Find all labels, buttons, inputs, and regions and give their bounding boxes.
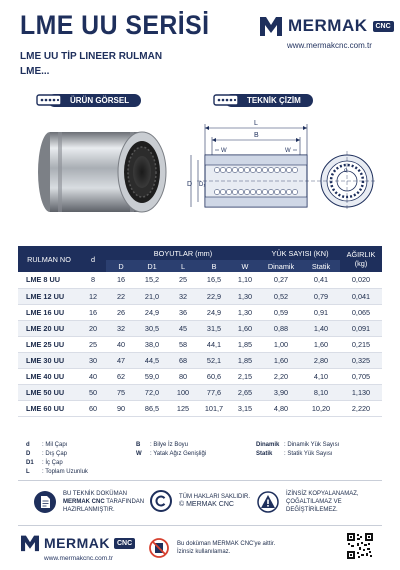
table-cell: 0,041 bbox=[340, 288, 382, 304]
legend-value: : İç Çap bbox=[42, 460, 63, 466]
table-cell: 1,60 bbox=[302, 336, 340, 352]
header-rulman: RULMAN NO bbox=[18, 246, 80, 272]
footer-notice bbox=[149, 538, 275, 558]
table-cell: 32 bbox=[106, 320, 136, 336]
warning-line-2: ÇOĞALTILAMAZ VE bbox=[286, 499, 342, 505]
table-cell: 4,10 bbox=[302, 368, 340, 384]
table-cell: 0,88 bbox=[260, 320, 302, 336]
table-cell: LME 12 UU bbox=[18, 288, 80, 304]
table-cell: 2,220 bbox=[340, 400, 382, 416]
website[interactable]: www.mermakcnc.com.tr bbox=[287, 41, 372, 50]
legend-value: : Yatak Ağız Genişliği bbox=[150, 451, 207, 457]
table-cell: 59,0 bbox=[136, 368, 168, 384]
footer-notice-line-1: Bu doküman MERMAK CNC'ye aittir. bbox=[177, 541, 276, 547]
copyright-line-2: © MERMAK CNC bbox=[179, 501, 234, 508]
dim-label-D1: D₁ bbox=[199, 182, 206, 188]
copyright-icon bbox=[150, 490, 172, 512]
no-copy-icon bbox=[149, 538, 169, 558]
qr-code-icon[interactable] bbox=[347, 533, 373, 559]
header-boyutlar: BOYUTLAR (mm) bbox=[106, 246, 260, 260]
bearing-icon bbox=[36, 93, 62, 107]
legend-key: Statik bbox=[256, 451, 273, 457]
legend-item bbox=[26, 468, 88, 477]
header-W: W bbox=[230, 260, 260, 272]
product-image-label-text: ÜRÜN GÖRSEL bbox=[48, 94, 141, 107]
doc-info-company: MERMAK CNC bbox=[63, 499, 105, 505]
legend-col-1 bbox=[26, 441, 88, 477]
table-cell: 40 bbox=[106, 336, 136, 352]
legend-value: : Statik Yük Sayısı bbox=[284, 451, 333, 457]
mermak-logo-icon bbox=[20, 534, 40, 552]
table-cell: 31,5 bbox=[198, 320, 230, 336]
table-cell: 22 bbox=[106, 288, 136, 304]
footer-notice-line-2: İzinsiz kullanılamaz. bbox=[177, 549, 231, 555]
legend-key: Dinamik bbox=[256, 442, 280, 448]
table-cell: 25 bbox=[80, 336, 106, 352]
table-cell: 16 bbox=[80, 304, 106, 320]
table-cell: LME 25 UU bbox=[18, 336, 80, 352]
page-title: LME UU SERİSİ bbox=[20, 10, 210, 40]
table-cell: 0,705 bbox=[340, 368, 382, 384]
table-cell: 0,27 bbox=[260, 272, 302, 288]
table-cell: 77,6 bbox=[198, 384, 230, 400]
table-cell: 68 bbox=[168, 352, 198, 368]
legend-item bbox=[26, 459, 88, 468]
table-cell: 26 bbox=[106, 304, 136, 320]
table-row bbox=[18, 304, 382, 320]
table-cell: 2,15 bbox=[230, 368, 260, 384]
header-dinamik: Dinamik bbox=[260, 260, 302, 272]
table-cell: 0,325 bbox=[340, 352, 382, 368]
table-cell: 24,9 bbox=[198, 304, 230, 320]
dim-label-W-left: W bbox=[221, 148, 227, 154]
dimensions-table bbox=[18, 246, 382, 417]
table-cell: 10,20 bbox=[302, 400, 340, 416]
dim-label-D: D bbox=[187, 181, 193, 188]
legend-key: L bbox=[26, 469, 30, 475]
table-cell: 25 bbox=[168, 272, 198, 288]
table-cell: 45 bbox=[168, 320, 198, 336]
bearing-icon bbox=[213, 93, 239, 107]
table-cell: 1,40 bbox=[302, 320, 340, 336]
legend-value: : Mil Çapı bbox=[42, 442, 68, 448]
table-cell: 60,6 bbox=[198, 368, 230, 384]
table-cell: 47 bbox=[106, 352, 136, 368]
header-statik: Statik bbox=[302, 260, 340, 272]
table-cell: 3,90 bbox=[260, 384, 302, 400]
legend-item bbox=[256, 441, 339, 450]
table-cell: 38,0 bbox=[136, 336, 168, 352]
table-cell: LME 20 UU bbox=[18, 320, 80, 336]
table-cell: 72,0 bbox=[136, 384, 168, 400]
table-cell: 8,10 bbox=[302, 384, 340, 400]
product-photo bbox=[28, 110, 188, 230]
technical-drawing bbox=[187, 110, 387, 230]
legend-value: : Toplam Uzunluk bbox=[42, 469, 88, 475]
table-cell: 20 bbox=[80, 320, 106, 336]
table-cell: 44,1 bbox=[198, 336, 230, 352]
doc-info bbox=[34, 490, 144, 514]
table-cell: 4,80 bbox=[260, 400, 302, 416]
legend-key: B bbox=[136, 442, 141, 448]
legend-item bbox=[26, 441, 88, 450]
doc-info-line-1: BU TEKNİK DOKÜMAN bbox=[63, 491, 127, 497]
table-cell: 0,020 bbox=[340, 272, 382, 288]
table-cell: 60 bbox=[80, 400, 106, 416]
table-cell: 12 bbox=[80, 288, 106, 304]
table-cell: 40 bbox=[80, 368, 106, 384]
table-cell: 1,60 bbox=[260, 352, 302, 368]
footer-brand-logo bbox=[20, 534, 135, 552]
divider bbox=[18, 525, 382, 526]
table-cell: LME 50 UU bbox=[18, 384, 80, 400]
warning-line-3: DEĞİŞTİRİLEMEZ. bbox=[286, 507, 338, 513]
table-cell: 30,5 bbox=[136, 320, 168, 336]
header-D: D bbox=[106, 260, 136, 272]
warning-icon bbox=[257, 491, 279, 513]
table-cell: 0,91 bbox=[302, 304, 340, 320]
table-row bbox=[18, 336, 382, 352]
table-cell: 50 bbox=[80, 384, 106, 400]
legend-key: d bbox=[26, 442, 30, 448]
header-L: L bbox=[168, 260, 198, 272]
table-cell: 1,30 bbox=[230, 288, 260, 304]
header-yuk: YÜK SAYISI (KN) bbox=[260, 246, 340, 260]
header-d: d bbox=[80, 246, 106, 272]
table-cell: 125 bbox=[168, 400, 198, 416]
header-agirlik: AĞIRLIK (kg) bbox=[340, 246, 382, 272]
brand-logo bbox=[259, 15, 394, 37]
table-cell: 24,9 bbox=[136, 304, 168, 320]
table-cell: 90 bbox=[106, 400, 136, 416]
divider bbox=[18, 480, 382, 481]
table-cell: 58 bbox=[168, 336, 198, 352]
table-row bbox=[18, 320, 382, 336]
legend-key: D1 bbox=[26, 460, 34, 466]
table-cell: 21,0 bbox=[136, 288, 168, 304]
table-cell: LME 60 UU bbox=[18, 400, 80, 416]
doc-info-line-3: HAZIRLANMIŞTIR. bbox=[63, 507, 115, 513]
table-cell: 0,79 bbox=[302, 288, 340, 304]
table-cell: 16 bbox=[106, 272, 136, 288]
table-row bbox=[18, 384, 382, 400]
header-B: B bbox=[198, 260, 230, 272]
legend-col-3 bbox=[256, 441, 339, 459]
legend-key: W bbox=[136, 451, 142, 457]
table-cell: 15,2 bbox=[136, 272, 168, 288]
table-cell: 1,60 bbox=[230, 320, 260, 336]
table-row bbox=[18, 400, 382, 416]
table-cell: 1,00 bbox=[260, 336, 302, 352]
table-cell: LME 30 UU bbox=[18, 352, 80, 368]
table-cell: 22,9 bbox=[198, 288, 230, 304]
table-cell: 75 bbox=[106, 384, 136, 400]
table-cell: 80 bbox=[168, 368, 198, 384]
table-cell: 8 bbox=[80, 272, 106, 288]
legend-item bbox=[26, 450, 88, 459]
table-cell: 0,52 bbox=[260, 288, 302, 304]
mermak-logo-icon bbox=[259, 15, 283, 37]
table-cell: 0,065 bbox=[340, 304, 382, 320]
brand-name: MERMAK bbox=[288, 16, 368, 35]
legend-value: : Dış Çap bbox=[42, 451, 68, 457]
warning-info bbox=[257, 490, 359, 514]
legend-key: D bbox=[26, 451, 31, 457]
copyright-info bbox=[150, 490, 250, 512]
technical-drawing-label bbox=[213, 93, 313, 107]
warning-line-1: İZİNSİZ KOPYALANAMAZ, bbox=[286, 491, 359, 497]
table-cell: 2,20 bbox=[260, 368, 302, 384]
legend-col-2 bbox=[136, 441, 206, 459]
page-subtitle: LME UU TİP LINEER RULMAN bbox=[20, 51, 163, 62]
table-cell: 30 bbox=[80, 352, 106, 368]
header-D1: D1 bbox=[136, 260, 168, 272]
model-code: LME... bbox=[20, 66, 50, 77]
footer-brand-name: MERMAK bbox=[44, 535, 110, 551]
table-cell: 1,85 bbox=[230, 352, 260, 368]
table-row bbox=[18, 272, 382, 288]
technical-drawing-label-text: TEKNİK ÇİZİM bbox=[225, 94, 313, 107]
table-cell: 1,130 bbox=[340, 384, 382, 400]
table-cell: 1,10 bbox=[230, 272, 260, 288]
legend-item bbox=[136, 441, 206, 450]
table-cell: 0,215 bbox=[340, 336, 382, 352]
table-cell: LME 40 UU bbox=[18, 368, 80, 384]
table-row bbox=[18, 368, 382, 384]
document-icon bbox=[34, 491, 56, 513]
table-cell: LME 16 UU bbox=[18, 304, 80, 320]
table-cell: 16,5 bbox=[198, 272, 230, 288]
legend-item bbox=[136, 450, 206, 459]
table-cell: 2,65 bbox=[230, 384, 260, 400]
table-cell: 0,091 bbox=[340, 320, 382, 336]
table-cell: 32 bbox=[168, 288, 198, 304]
table-row bbox=[18, 352, 382, 368]
table-row bbox=[18, 288, 382, 304]
table-cell: 1,85 bbox=[230, 336, 260, 352]
table-cell: 52,1 bbox=[198, 352, 230, 368]
dim-label-L: L bbox=[254, 120, 258, 127]
table-cell: 86,5 bbox=[136, 400, 168, 416]
copyright-line-1: TÜM HAKLARI SAKLIDIR. bbox=[179, 494, 251, 500]
legend-item bbox=[256, 450, 339, 459]
dim-label-d: d bbox=[344, 168, 348, 174]
table-cell: 101,7 bbox=[198, 400, 230, 416]
doc-info-line-2: TARAFINDAN bbox=[104, 499, 145, 505]
table-cell: 100 bbox=[168, 384, 198, 400]
legend-value: : Dinamik Yük Sayısı bbox=[284, 442, 340, 448]
footer-cnc-badge: CNC bbox=[114, 538, 135, 549]
table-cell: 2,80 bbox=[302, 352, 340, 368]
table-cell: 3,15 bbox=[230, 400, 260, 416]
table-cell: 1,30 bbox=[230, 304, 260, 320]
table-cell: 0,59 bbox=[260, 304, 302, 320]
table-cell: 36 bbox=[168, 304, 198, 320]
footer-website[interactable]: www.mermakcnc.com.tr bbox=[44, 555, 113, 562]
legend-value: : Bilye İz Boyu bbox=[150, 442, 189, 448]
cnc-badge: CNC bbox=[373, 21, 394, 32]
table-cell: 44,5 bbox=[136, 352, 168, 368]
table-cell: 62 bbox=[106, 368, 136, 384]
dim-label-W-right: W bbox=[285, 148, 291, 154]
table-cell: 0,41 bbox=[302, 272, 340, 288]
table-cell: LME 8 UU bbox=[18, 272, 80, 288]
dim-label-B: B bbox=[254, 132, 259, 139]
product-image-label bbox=[36, 93, 141, 107]
